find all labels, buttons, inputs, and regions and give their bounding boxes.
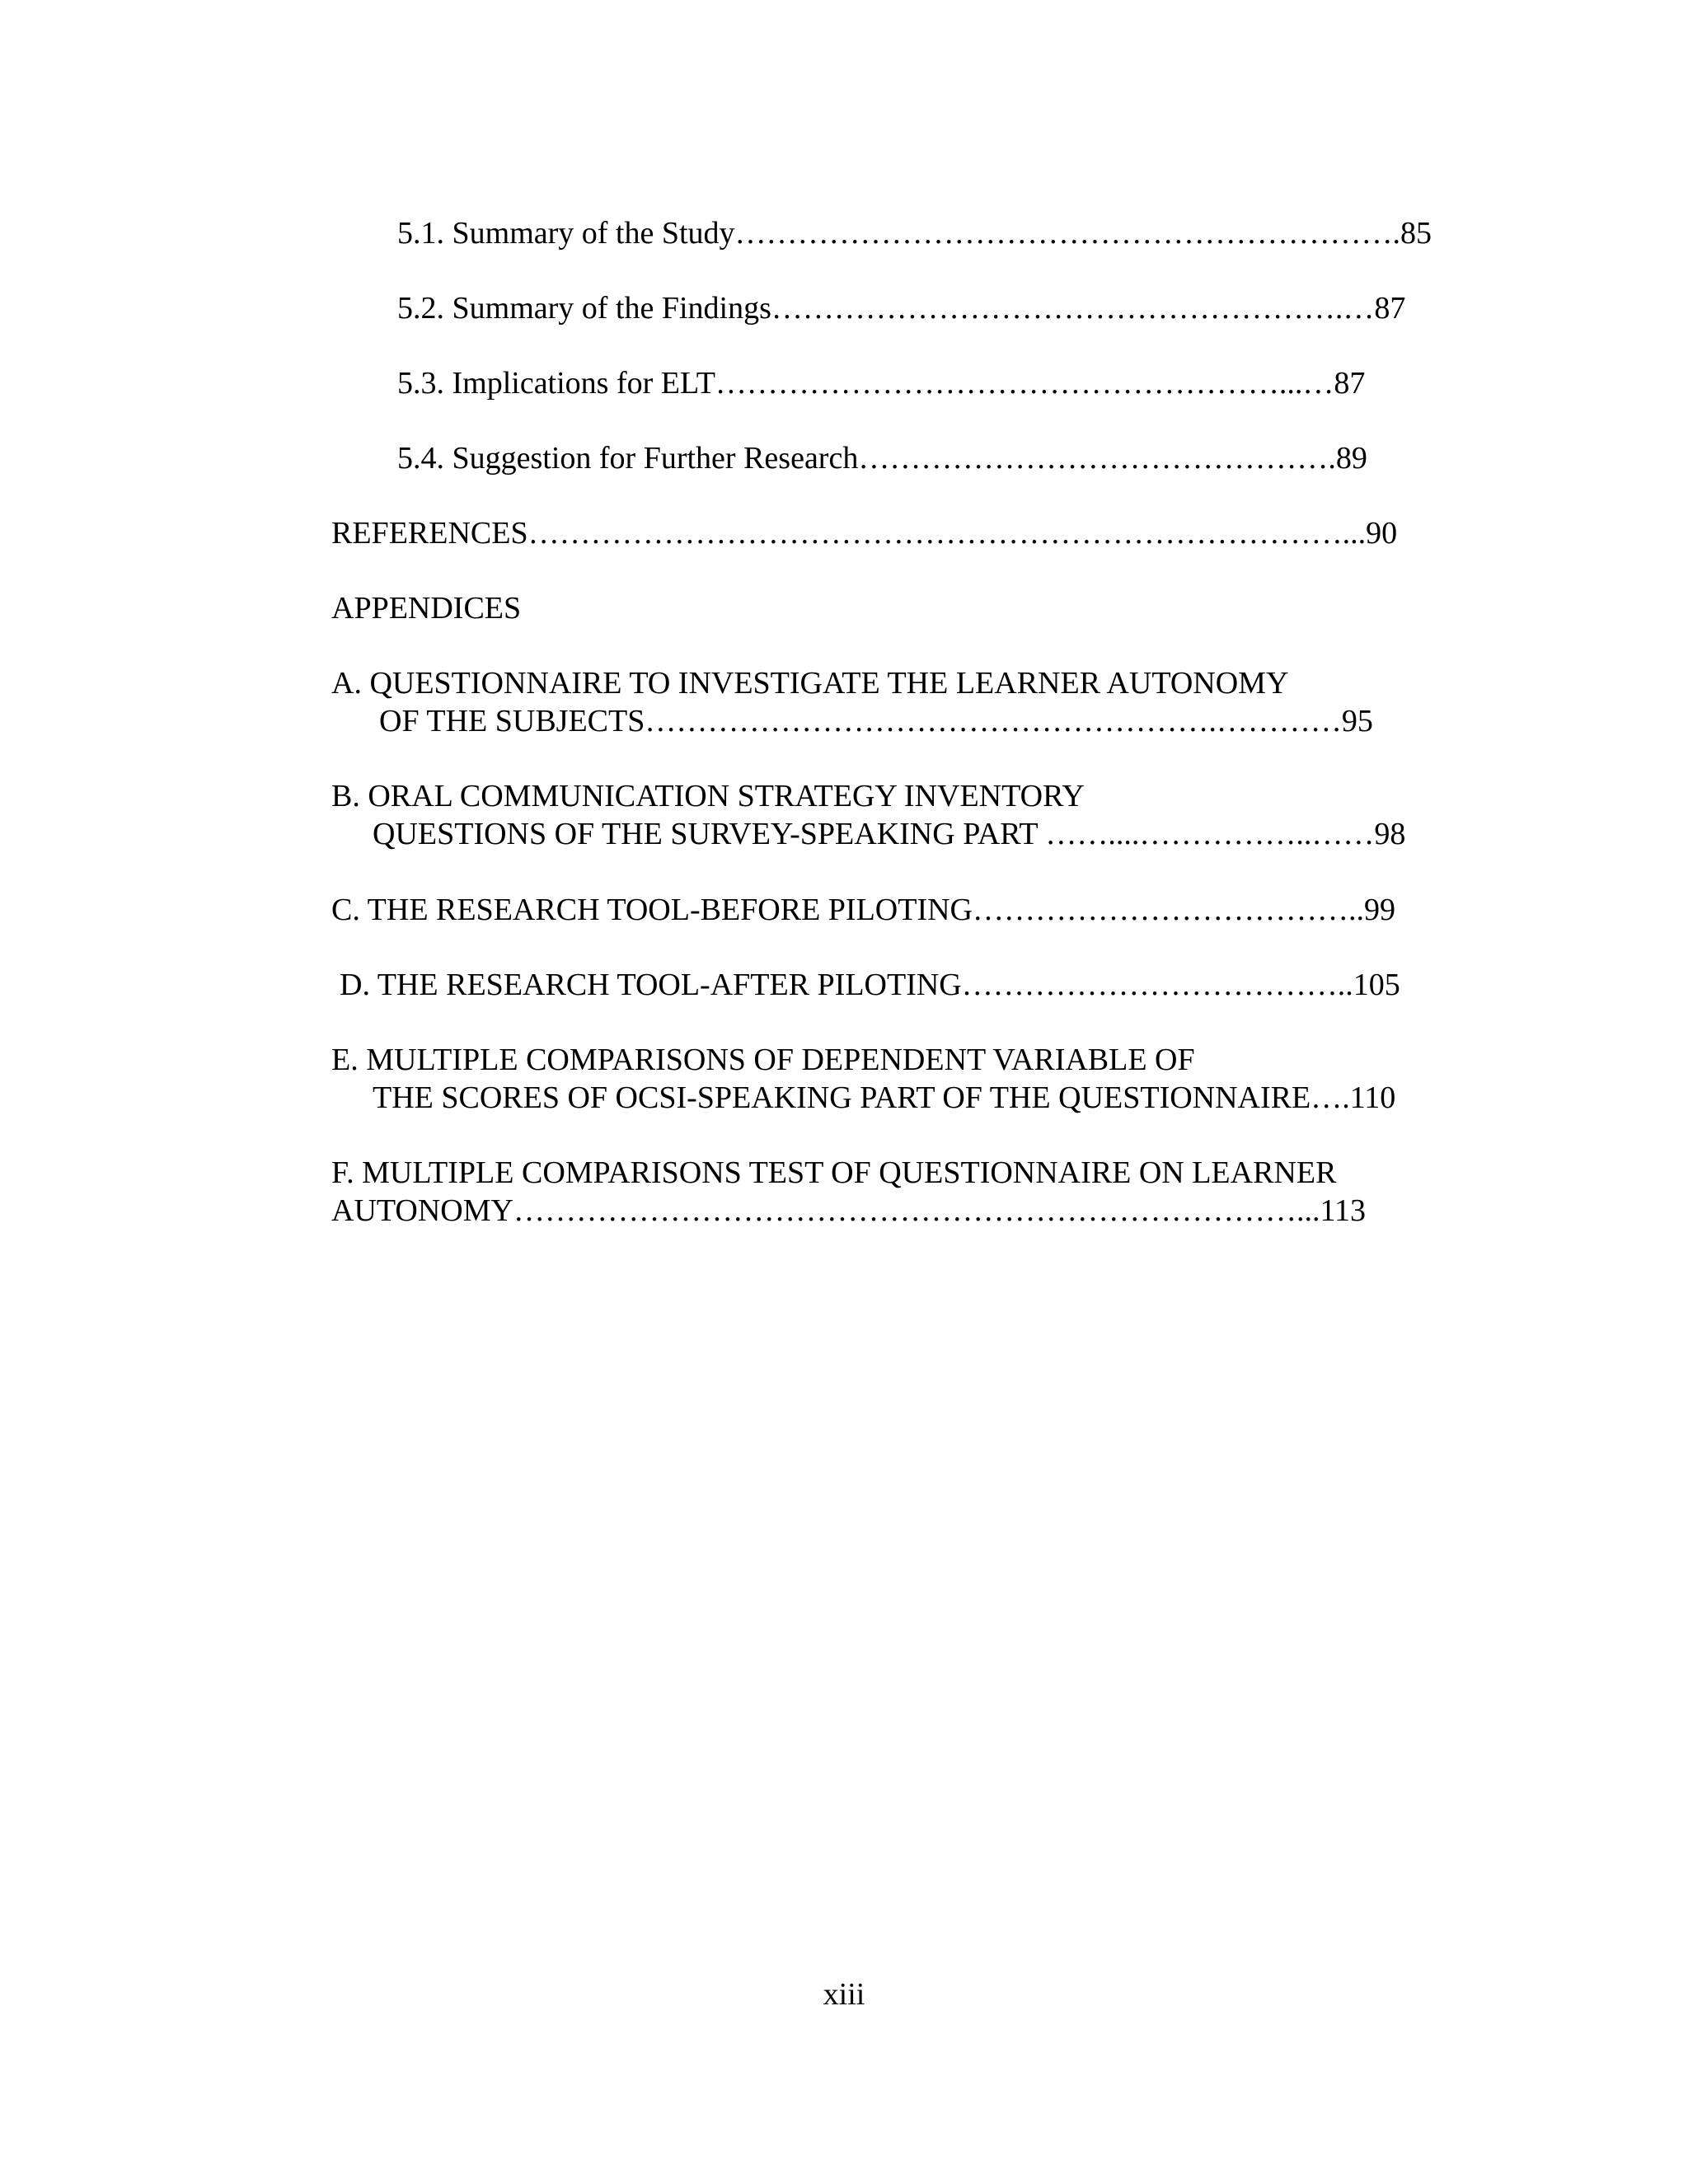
toc-appendix-e-line1: E. MULTIPLE COMPARISONS OF DEPENDENT VARIABLE OF [331,1043,1195,1077]
toc-entry-5-1: 5.1. Summary of the Study……………………………………………………….85 [397,216,1432,251]
toc-entry-5-4: 5.4. Suggestion for Further Research……………………………………….89 [397,441,1367,476]
toc-appendix-a-line2: OF THE SUBJECTS……………………………………………….…………95 [379,704,1373,738]
toc-appendix-c: C. THE RESEARCH TOOL-BEFORE PILOTING………………………………..99 [331,893,1395,927]
toc-entry-5-2: 5.2. Summary of the Findings……………………………………………….…87 [397,291,1406,326]
toc-entry-references: REFERENCES……………………………………………………………………...90 [331,516,1398,551]
toc-appendix-f-line2: AUTONOMY…………………………………………………………………...113 [331,1193,1367,1228]
toc-appendix-e-line2: THE SCORES OF OCSI-SPEAKING PART OF THE QUESTIONNAIRE….110 [373,1080,1396,1115]
page-number: xiii [823,1977,865,2012]
toc-appendix-a-line1: A. QUESTIONNAIRE TO INVESTIGATE THE LEARNER AUTONOMY [331,666,1289,701]
toc-appendix-b-line2: QUESTIONS OF THE SURVEY-SPEAKING PART ……....……………..……98 [373,817,1406,851]
toc-appendix-f-line1: F. MULTIPLE COMPARISONS TEST OF QUESTIONNAIRE ON LEARNER [331,1155,1337,1190]
toc-appendix-b-line1: B. ORAL COMMUNICATION STRATEGY INVENTORY [331,779,1085,813]
toc-entry-5-3: 5.3. Implications for ELT………………………………………………...…87 [397,366,1366,401]
toc-appendix-d: D. THE RESEARCH TOOL-AFTER PILOTING………………………………..105 [340,968,1400,1002]
toc-heading-appendices: APPENDICES [331,591,522,626]
